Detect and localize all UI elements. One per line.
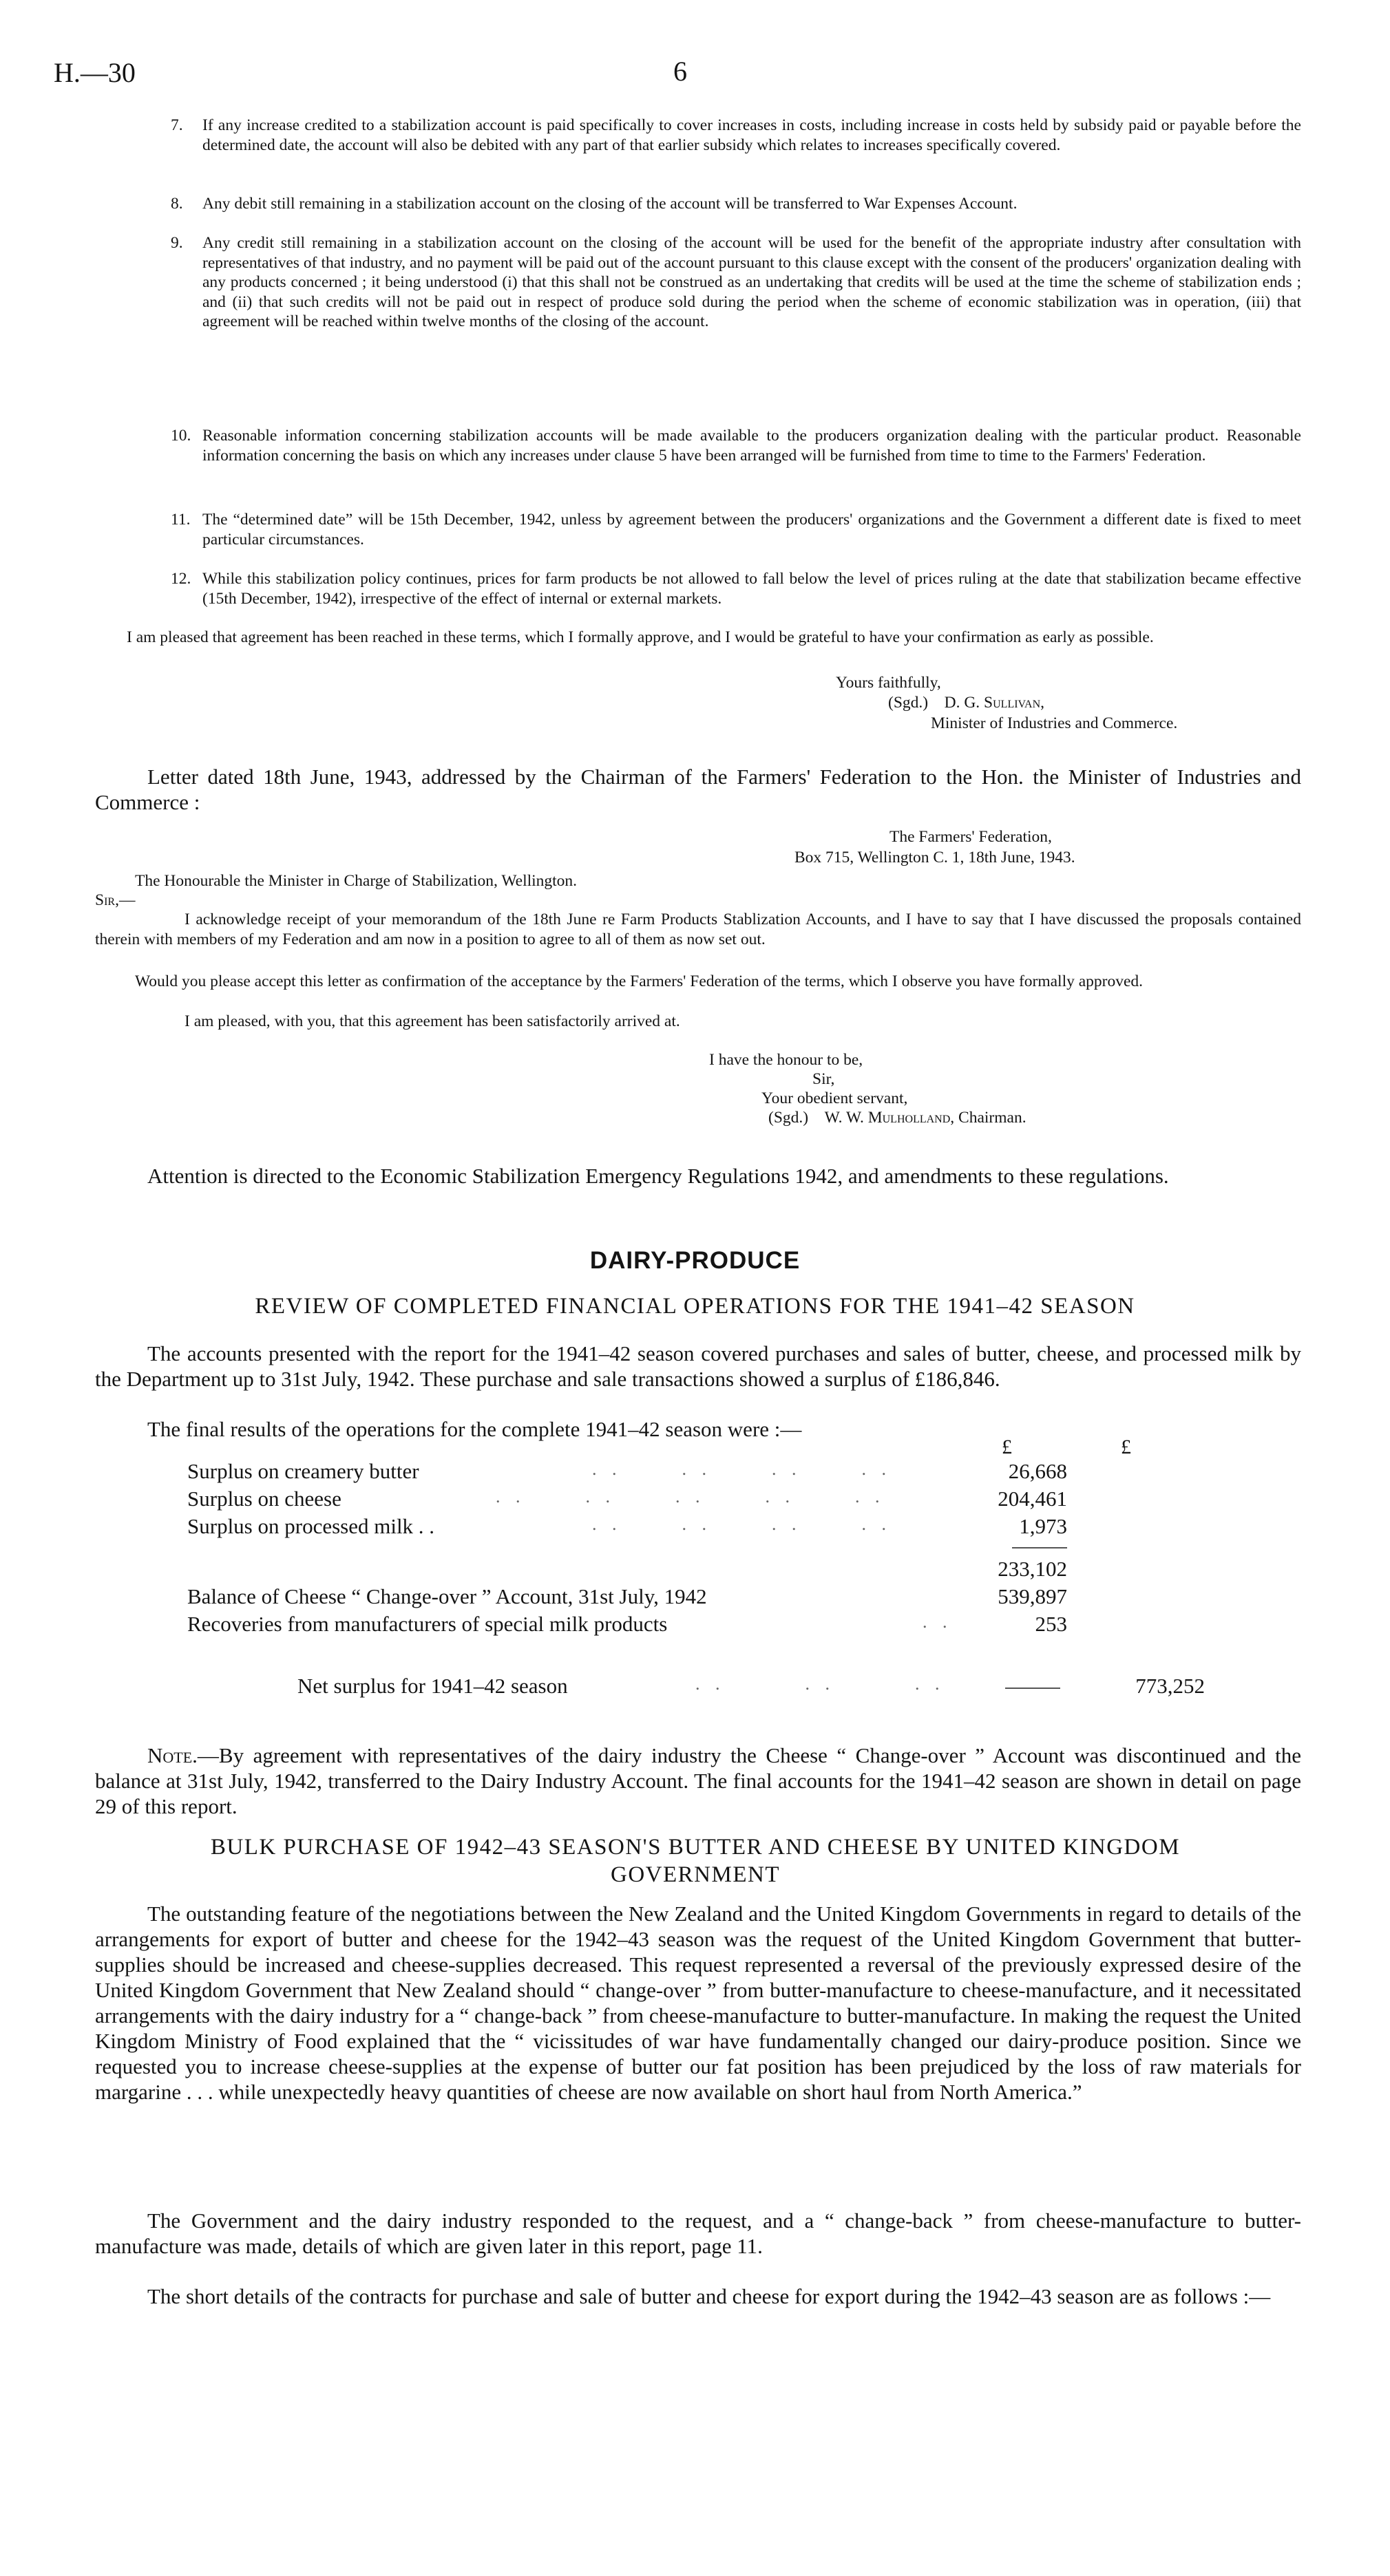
currency-header-col1: £ — [1002, 1436, 1012, 1458]
net-surplus-label: Net surplus for 1941–42 season — [297, 1674, 568, 1698]
leader-dots: . . . . . . . . — [592, 1514, 892, 1534]
clause-text: Reasonable information concerning stabilization accounts will be made available to the producers organization dealing with the particular product. Reasonable information concerning the basis on which any increases under clause 5 have been arranged will be furnished from time to time to the Farmers' Federation. — [202, 427, 1301, 465]
net-surplus-row — [297, 1674, 568, 1699]
financial-row — [187, 1584, 707, 1609]
signed-marker: (Sgd.) — [888, 694, 929, 712]
clause-10 — [171, 426, 1301, 465]
signatory-name: D. G. Sullivan, — [944, 694, 1045, 712]
signoff-honour: I have the honour to be, — [709, 1051, 863, 1069]
signoff-yours-faithfully: Yours faithfully, — [836, 674, 941, 692]
clause-text: The “determined date” will be 15th December, 1942, unless by agreement between the producers' organizations and the Government a different date is fixed to meet particular circumstances. — [202, 511, 1301, 549]
financial-row-value: 539,897 — [998, 1584, 1067, 1608]
signoff-obedient-servant: Your obedient servant, — [761, 1089, 908, 1107]
letter-paragraph-1: I acknowledge receipt of your memorandum of the 18th June re Farm Products Stablization Accounts, and I have to say that I have discussed the proposals contained therein with members of my Federation and am now in a position to agree to all of them as now set out. — [95, 911, 1301, 948]
financial-row — [187, 1514, 434, 1539]
note-paragraph — [95, 1743, 1301, 1819]
leader-dots: . . — [923, 1612, 953, 1632]
financial-row — [187, 1612, 667, 1637]
attention-paragraph: Attention is directed to the Economic Stabilization Emergency Regulations 1942, and amendments to these regulations. — [147, 1164, 1169, 1188]
financial-row-value: 204,461 — [998, 1487, 1067, 1511]
clause-7 — [171, 116, 1301, 155]
letter-paragraph-2: Would you please accept this letter as confirmation of the acceptance by the Farmers' Federation of the terms, which I observe you have formally approved. — [135, 972, 1144, 990]
clause-number: 11. — [171, 511, 191, 529]
clause-number: 12. — [171, 570, 191, 588]
signoff-signature — [768, 1108, 1026, 1128]
letter-paragraph-3: I am pleased, with you, that this agreement has been satisfactorily arrived at. — [185, 1012, 680, 1030]
leader-dots: . . . . . . . . — [592, 1459, 892, 1479]
net-surplus-value: 773,252 — [1135, 1674, 1205, 1698]
note-label: Note. — [147, 1743, 198, 1767]
leader-dots: . . . . . . — [695, 1674, 945, 1694]
clause-11 — [171, 510, 1301, 549]
signoff-sir: Sir, — [812, 1070, 835, 1088]
financial-row-label: Recoveries from manufacturers of special milk products — [187, 1612, 668, 1636]
clause-text: Any debit still remaining in a stabilization account on the closing of the account will be transferred to War Expenses Account. — [202, 195, 1018, 213]
clause-8 — [171, 194, 1301, 214]
bulk-paragraph-3: The short details of the contracts for purchase and sale of butter and cheese for export during the 1942–43 season are as follows :— — [147, 2284, 1271, 2308]
signoff-signature — [888, 693, 1044, 713]
clause-number: 9. — [171, 234, 183, 252]
leader-dots: . . . . . . . . . . — [496, 1487, 885, 1507]
note-text: —By agreement with representatives of the dairy industry the Cheese “ Change-over ” Account was discontinued and the balance at 31st July, 1942, transferred to the Dairy Industry Account. The final accounts for the 1941–42 season are shown in detail on page 29 of this report. — [95, 1743, 1301, 1818]
closing-paragraph: I am pleased that agreement has been reached in these terms, which I formally approve, and I would be grateful to have your confirmation as early as possible. — [127, 628, 1154, 646]
letter-salutation: Sir,— — [95, 891, 136, 909]
bulk-paragraph-2: The Government and the dairy industry responded to the request, and a “ change-back ” from cheese-manufacture to butter-manufacture was made, details of which are given later in this report, page 11. — [95, 2208, 1301, 2258]
signatory-name: W. W. Mulholland, — [824, 1109, 955, 1127]
financial-subtotal: 233,102 — [998, 1557, 1067, 1581]
section-heading-review: REVIEW OF COMPLETED FINANCIAL OPERATIONS FOR THE 1941–42 SEASON — [255, 1294, 1135, 1319]
financial-row-label: Balance of Cheese “ Change-over ” Account, 31st July, 1942 — [187, 1584, 707, 1608]
clause-number: 10. — [171, 427, 191, 445]
clause-number: 7. — [171, 116, 183, 134]
final-results-intro: The final results of the operations for the complete 1941–42 season were :— — [147, 1417, 802, 1441]
document-reference: H.—30 — [54, 57, 136, 88]
letter-address-line2: Box 715, Wellington C. 1, 18th June, 1943. — [794, 849, 1075, 866]
letter-address-line1: The Farmers' Federation, — [889, 828, 1052, 846]
clause-9 — [171, 233, 1301, 332]
clause-number: 8. — [171, 195, 183, 213]
clause-text: While this stabilization policy continues, prices for farm products be not allowed to fall below the level of prices ruling at the date that stabilization became effective (15th December, 1942), irrespective of the effect of internal or external markets. — [202, 570, 1301, 608]
letter-intro: Letter dated 18th June, 1943, addressed by the Chairman of the Farmers' Federation to the Hon. the Minister of Industries and Commerce : — [95, 765, 1301, 814]
letter-recipient: The Honourable the Minister in Charge of Stabilization, Wellington. — [135, 872, 578, 890]
signatory-title: Minister of Industries and Commerce. — [931, 714, 1178, 732]
review-paragraph: The accounts presented with the report for the 1941–42 season covered purchases and sales of butter, cheese, and processed milk by the Department up to 31st July, 1942. These purchase and sale transactions showed a surplus of £186,846. — [95, 1341, 1301, 1391]
page-number: 6 — [673, 56, 687, 87]
signed-marker: (Sgd.) — [768, 1109, 809, 1127]
financial-row-value: 253 — [1035, 1612, 1067, 1636]
financial-row-value: 1,973 — [1019, 1514, 1067, 1538]
bulk-paragraph-1: The outstanding feature of the negotiations between the New Zealand and the United Kingdom Governments in regard to details of the arrangements for export of butter and cheese for the 1942–43 season was the request of the United Kingdom Government that butter-supplies should be increased and cheese-supplies decreased. This request represented a reversal of the previously expressed desire of the United Kingdom Government that New Zealand should “ change-over ” from butter-manufacture to cheese-manufacture, and it necessitated arrangements with the dairy industry for a “ change-back ” from cheese-manufacture to butter-manufacture. In making the request the United Kingdom Ministry of Food explained that the “ vicissitudes of war have fundamentally changed our dairy-produce position. Since we requested you to increase cheese-supplies at the expense of butter our fat position has been prejudiced by the loss of raw materials for margarine . . . while unexpectedly heavy quantities of cheese are now available on short haul from North America.” — [95, 1902, 1301, 2104]
currency-header-col2: £ — [1121, 1436, 1131, 1458]
financial-row-value: 26,668 — [1008, 1459, 1067, 1483]
signatory-title: Chairman. — [958, 1109, 1026, 1127]
section-heading-dairy-produce: DAIRY-PRODUCE — [589, 1247, 801, 1274]
section-heading-bulk-purchase: BULK PURCHASE OF 1942–43 SEASON'S BUTTER AND CHEESE BY UNITED KINGDOM GOVERNMENT — [210, 1835, 1181, 1887]
subtotal-rule — [1012, 1547, 1067, 1548]
financial-row — [187, 1459, 419, 1484]
clause-12 — [171, 569, 1301, 608]
financial-row-label: Surplus on cheese — [187, 1487, 341, 1511]
financial-row — [187, 1487, 341, 1511]
clause-text: If any increase credited to a stabilization account is paid specifically to cover increases in costs, including increase in costs held by subsidy paid or payable before the determined date, the account will also be debited with any part of that earlier subsidy which relates to increases specifically covered. — [202, 116, 1301, 154]
financial-row-label: Surplus on processed milk . . — [187, 1514, 435, 1538]
net-rule — [1005, 1688, 1060, 1689]
financial-row-label: Surplus on creamery butter — [187, 1459, 419, 1483]
clause-text: Any credit still remaining in a stabilization account on the closing of the account will be used for the benefit of the appropriate industry after consultation with representatives of that industry, and no payment will be paid out of the account pursuant to this clause except with the consent of the producers' organization dealing with any products concerned ; it being understood (i) that this shall not be construed as an undertaking that credits will be used at the time the scheme of stabilization ends ; and (ii) that such credits will not be paid out in respect of produce sold during the period when the scheme of economic stabilization was in operation, (iii) that agreement will be reached within twelve months of the closing of the account. — [202, 234, 1301, 330]
